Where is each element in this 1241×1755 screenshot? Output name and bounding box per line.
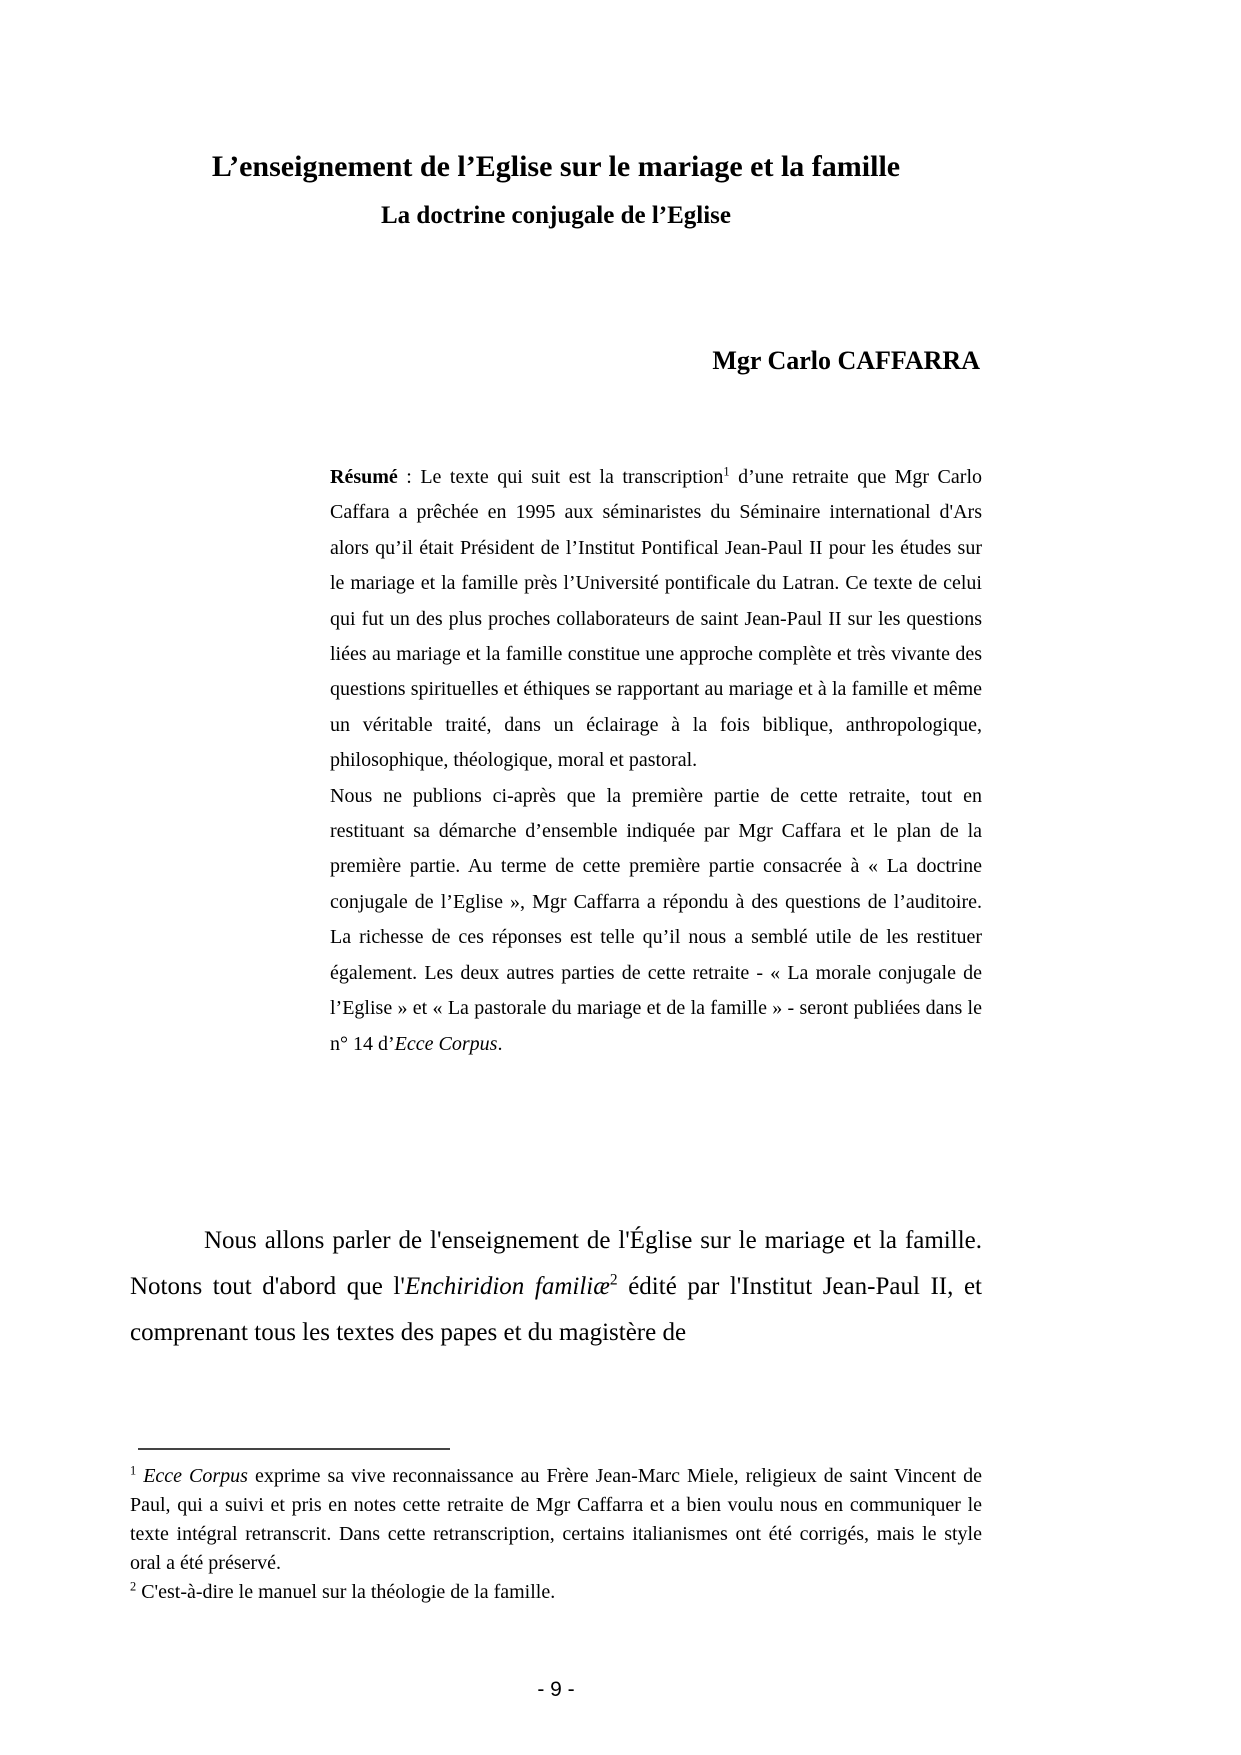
abstract-block [330,460,982,1062]
body-text-b: édité par l'Institut Jean-Paul II, et comprenant tous les textes des papes et du magistère de [130,1273,982,1346]
abstract-colon: : [397,466,421,488]
document-subtitle: La doctrine conjugale de l’Eglise [381,202,731,229]
footnote-2 [130,1578,982,1607]
journal-name: Ecce Corpus [394,1032,498,1055]
document-title: L’enseignement de l’Eglise sur le mariage et la famille [211,150,901,183]
footnote-2-number: 2 [130,1579,137,1594]
abstract-label: Résumé [330,466,398,488]
abstract-paragraph-1 [330,460,982,779]
author-name: Mgr Carlo CAFFARRA [712,346,980,375]
abstract-text-2a: Nous ne publions ci-après que la première partie de cette retraite, tout en restituant sa démarche d’ensemble indiquée par Mgr Caffara et le plan de la première partie. Au terme de cette première partie consacrée à « La doctrine conjugale de l’Eglise », Mgr Caffarra a répondu à des questions de l’auditoire. La richesse de ces réponses est telle qu’il nous a semblé utile de les restituer également. Les deux autres parties de cette retraite - « La morale conjugale de l’Eglise » et « La pastorale du mariage et de la famille » - seront publiées dans le n° 14 d’ [330,784,982,1055]
footnote-2-text: C'est-à-dire le manuel sur la théologie de la famille. [136,1581,556,1603]
abstract-paragraph-2 [330,779,982,1062]
book-title: Enchiridion familiæ [404,1273,610,1300]
body-text-a: Nous allons parler de l'enseignement de l'Église sur le mariage et la famille. Notons tout d'abord que l' [130,1227,982,1300]
page-number: - 9 - [537,1678,575,1701]
footnotes-block [130,1448,982,1607]
body-paragraph [130,1218,982,1356]
footnote-1-journal-name: Ecce Corpus [143,1465,248,1487]
footnote-1 [130,1462,982,1578]
text-column [130,0,982,1755]
abstract-text-2b: . [497,1032,503,1055]
footnote-ref-1: 1 [723,464,730,479]
abstract-text-1b: d’une retraite que Mgr Carlo Caffara a prêchée en 1995 aux séminaristes du Séminaire international d'Ars alors qu’il était Président de l’Institut Pontifical Jean-Paul II pour les études sur le mariage et la famille près l’Université pontificale du Latran. Ce texte de celui qui fut un des plus proches collaborateurs de saint Jean-Paul II sur les questions liées au mariage et la famille constitue une approche complète et très vivante des questions spirituelles et éthiques se rapportant au mariage et à la famille et même un véritable traité, dans un éclairage à la fois biblique, anthropologique, philosophique, théologique, moral et pastoral. [330,466,982,772]
abstract-text-1a: Le texte qui suit est la transcription [420,466,724,488]
footnote-1-text: exprime sa vive reconnaissance au Frère Jean-Marc Miele, religieux de saint Vincent de Paul, qui a suivi et pris en notes cette retraite de Mgr Caffarra et a bien voulu nous en communiquer le texte intégral retranscrit. Dans cette retranscription, certains italianismes ont été corrigés, mais le style oral a été préservé. [130,1465,982,1574]
footnote-ref-2: 2 [609,1271,618,1289]
footnote-separator [138,1448,450,1450]
footnote-1-number: 1 [130,1463,137,1478]
